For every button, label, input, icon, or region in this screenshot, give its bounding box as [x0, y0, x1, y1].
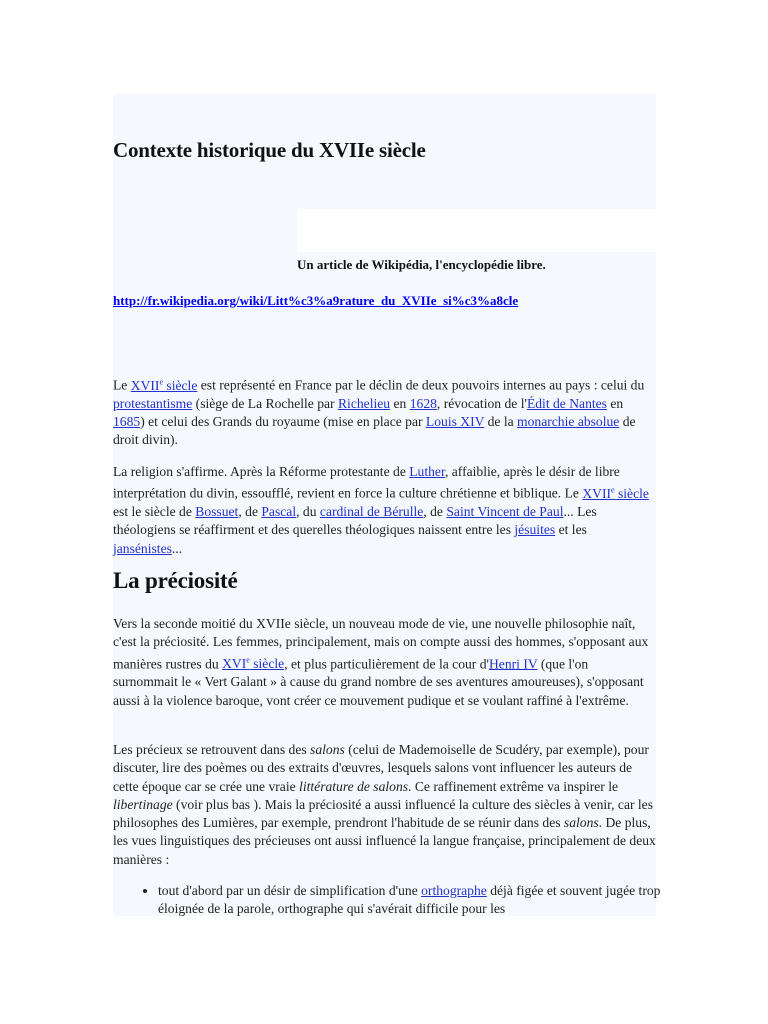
link-edit-de-nantes[interactable]: Édit de Nantes	[526, 395, 607, 411]
list-item: • tout d'abord par un désir de simplification d'une orthographe déjà figée et souvent jugée trop éloignée de la parole, orthographe qui s'avérait difficile pour les	[158, 882, 701, 919]
link-louis-xiv[interactable]: Louis XIV	[425, 414, 485, 430]
wikipedia-source-note: Un article de Wikipédia, l'encyclopédie libre.	[297, 257, 546, 272]
paragraph-preciosite: Vers la seconde moitié du XVIIe siècle, un nouveau mode de vie, une nouvelle philosophie naît, c'est la préciosité. Les femmes, principalement, mais on compte aussi des hommes, s'opposant aux manières rustres du XVIe siècle, et plus particulièrement de la cour d'Henri IV (que l'on surnommait le « Vert Galant » à cause du grand nombre de ses aventures amoureuses), s'opposant aussi à la violence baroque, vont créer ce mouvement pudique et se voulant raffiné à l'extrême.	[113, 616, 649, 708]
paragraph-context: Le XVIIe siècle est représenté en France par le déclin de deux pouvoirs internes au pays : celui du protestantisme (siège de La Rochelle par Richelieu en 1628, révocation de l'Édit de Nantes en 1685) et celui des Grands du royaume (mise en place par Louis XIV de la monarchie absolue de droit divin).	[113, 377, 645, 448]
page-title: Contexte historique du XVIIe siècle	[113, 138, 426, 162]
link-jansenistes[interactable]: jansénistes	[113, 540, 172, 556]
link-1685[interactable]: 1685	[113, 414, 141, 430]
link-monarchie-absolue[interactable]: monarchie absolue	[517, 414, 620, 430]
paragraph-religion: La religion s'affirme. Après la Réforme protestante de Luther, affaiblie, après le désir de libre interprétation du divin, essoufflé, revient en force la culture chrétienne et biblique. Le XVIIe siècle est le siècle de Bossuet, de Pascal, du cardinal de Bérulle, de Saint Vincent de Paul... Les théologiens se réaffirment et des querelles théologiques naissent entre les jésuites et les jansénistes...	[113, 464, 649, 556]
link-henri-iv[interactable]: Henri IV	[488, 656, 538, 672]
link-pascal[interactable]: Pascal	[261, 504, 297, 520]
link-1628[interactable]: 1628	[409, 395, 437, 411]
link-cardinal-de-berulle[interactable]: cardinal de Bérulle	[319, 504, 424, 520]
link-orthographe[interactable]: orthographe	[421, 883, 487, 898]
paragraph-salons: Les précieux se retrouvent dans des salons (celui de Mademoiselle de Scudéry, par exemple), pour discuter, lire des poèmes ou des extraits d'œuvres, lesquels salons vont influencer les auteurs de cette époque car se crée une vraie littérature de salons. Ce raffinement extrême va inspirer le libertinage (voir plus bas ). Mais la préciosité a aussi influencé la culture des siècles à venir, car les philosophes des Lumières, par exemple, prendront l'habitude de se réunir dans des salons. De plus, les vues linguistiques des précieuses ont aussi influencé la langue française, principalement de deux manières :	[113, 742, 656, 867]
link-xvie-siecle[interactable]: XVIe siècle	[222, 655, 285, 672]
link-xviie-siecle[interactable]: XVIIe siècle	[130, 377, 198, 393]
section-title-preciosite: La préciosité	[113, 568, 238, 593]
link-saint-vincent-de-paul[interactable]: Saint Vincent de Paul	[446, 504, 564, 520]
link-richelieu[interactable]: Richelieu	[337, 395, 391, 411]
link-luther[interactable]: Luther	[409, 464, 445, 479]
source-url-link[interactable]: http://fr.wikipedia.org/wiki/Litt%c3%a9rature_du_XVIIe_si%c3%a8cle	[113, 293, 519, 308]
bullet-list	[113, 882, 701, 919]
link-protestantisme[interactable]: protestantisme	[113, 395, 193, 411]
link-jesuites[interactable]: jésuites	[514, 522, 556, 538]
link-bossuet[interactable]: Bossuet	[195, 504, 239, 520]
page-bottom-margin	[0, 916, 768, 1024]
link-xviie-siecle-2[interactable]: XVIIe siècle	[582, 485, 649, 501]
